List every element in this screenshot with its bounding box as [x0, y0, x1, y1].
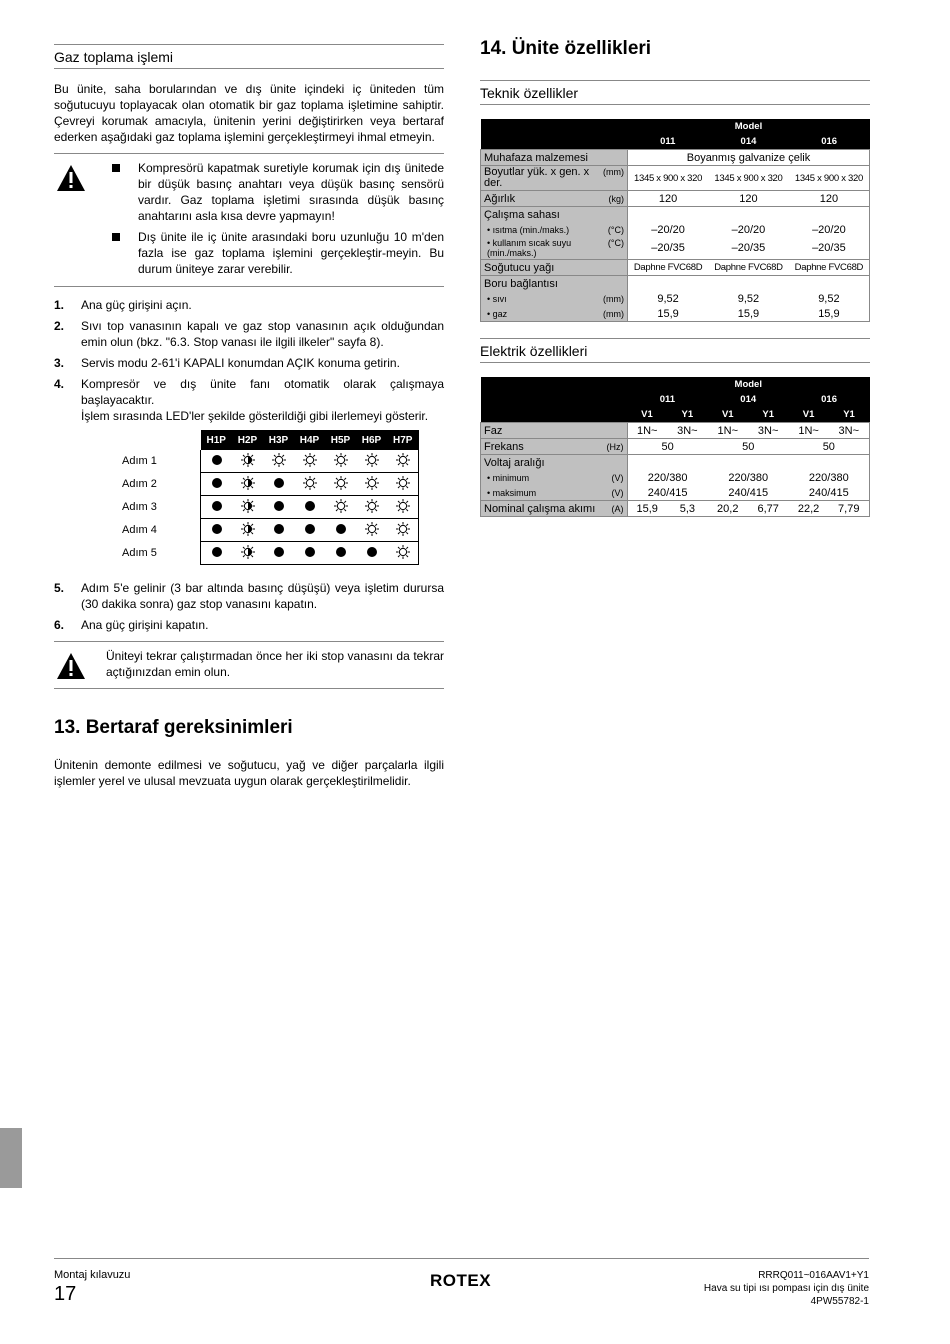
led-on-icon — [201, 496, 233, 519]
model-col: 016 — [789, 392, 870, 407]
led-row — [201, 473, 419, 496]
led-off-icon — [325, 496, 356, 519]
led-off-icon — [294, 473, 325, 496]
table-row: Nominal çalışma akımı (A) 15,9 5,3 20,2 6,77 22,2 7,79 — [481, 501, 870, 517]
led-off-icon — [387, 542, 419, 565]
table-row: • gaz (mm) 15,9 15,9 15,9 — [481, 306, 870, 322]
step-item: 5. Adım 5'e gelinir (3 bar altında basınç düşüşü) veya işletim durursa (30 dakika sonra) gaz stop vanasını kapatın. — [54, 581, 444, 611]
led-off-icon — [387, 450, 419, 473]
led-header: H6P — [356, 430, 387, 450]
led-off-icon — [325, 450, 356, 473]
led-on-icon — [294, 496, 325, 519]
table-row: • ısıtma (min./maks.) (°C) –20/20 –20/20 –20/20 — [481, 222, 870, 237]
tech-specs-table — [480, 119, 870, 322]
led-off-icon — [387, 519, 419, 542]
step-item: 4. Kompresör ve dış ünite fanı otomatik olarak çalışmaya başlayacaktır. İşlem sırasında LED'ler şekilde gösterildiği gibi ilerlemeyi gösterir. — [54, 377, 444, 423]
led-on-icon — [263, 496, 294, 519]
table-row: Frekans (Hz) 50 50 50 — [481, 439, 870, 455]
model-col: 016 — [789, 134, 870, 150]
page-footer — [54, 1258, 869, 1307]
warning-box — [54, 153, 444, 287]
led-off-icon — [356, 450, 387, 473]
led-on-icon — [201, 473, 233, 496]
page-number: 17 — [54, 1283, 77, 1305]
table-row: Voltaj aralığı — [481, 455, 870, 471]
model-col: 014 — [708, 392, 789, 407]
led-on-icon — [325, 519, 356, 542]
led-header: H1P — [201, 430, 233, 450]
led-header: H7P — [387, 430, 419, 450]
chapter-side-tab — [0, 1128, 22, 1188]
footer-manual-label: Montaj kılavuzu — [54, 1269, 131, 1281]
chapter-13-text: Ünitenin demonte edilmesi ve soğutucu, yağ ve diğer parçalarla ilgili işlemler yerel ve ulusal mevzuata uygun olarak gerçekleştirilmelidir. — [54, 758, 444, 788]
led-row — [201, 450, 419, 473]
led-step-label: Adım 4 — [122, 524, 157, 536]
led-off-icon — [356, 519, 387, 542]
led-header: H3P — [263, 430, 294, 450]
electrical-specs-table: Model 011 014 016 V1 Y1 V1 Y1 V1 Y1 Faz 1N~ 3N~ 1N~ 3N~ 1N~ 3N~ Frekans (Hz) 50 50 50 Voltaj aralığı • minimum (V) 220/380 220/380 220/380 • maksimum (V) 240/415 240/415 240/415 Nominal çalışma akımı (A) 15,9 5,3 20,2 6,77 22,2 7,79 — [480, 377, 870, 517]
led-on-icon — [294, 519, 325, 542]
warning-item: Kompresörü kapatmak suretiyle korumak için dış ünitede bir düşük basınç anahtarı veya düşük basınç sensörü vardır. Gaz toplama işletimi sırasında düşük basınç anahtarını asla kısa devre yapmayın! — [106, 160, 444, 224]
table-row: Ağırlık (kg) 120 120 120 — [481, 191, 870, 207]
warning-box-2 — [54, 641, 444, 689]
led-off-icon — [356, 473, 387, 496]
led-table — [200, 430, 419, 565]
chapter-14-title: 14. Ünite özellikleri — [480, 38, 652, 59]
warning-item: Dış ünite ile iç ünite arasındaki boru uzunluğu 10 m'den fazla ise gaz toplama işlemini gerçekleştir-meyin. Bu durum üniteye zarar verebilir. — [106, 229, 444, 277]
intro-paragraph: Bu ünite, saha borularından ve dış ünite içindeki iç üniteden tüm soğutucuyu toplayacak olan otomatik bir gaz toplama işletimine sahiptir. Çevreyi korumak amacıyla, ünitenin yerini değiştirirken veya bertaraf ederken aşağıdaki gaz toplama işlemini gerçekleştirmeyi ihmal etmeyin. — [54, 82, 444, 144]
section-title-gas-collection: Gaz toplama işlemi — [54, 44, 444, 69]
steps-list-b — [54, 580, 444, 633]
led-progress-figure — [54, 430, 444, 570]
led-blink-icon — [232, 496, 263, 519]
footer-document-info: RRRQ011~016AAV1+Y1 Hava su tipi ısı pompası için dış ünite 4PW55782-1 — [703, 1270, 869, 1307]
led-off-icon — [325, 473, 356, 496]
led-blink-icon — [232, 542, 263, 565]
model-col: 011 — [627, 134, 708, 150]
table-row: • kullanım sıcak suyu (min./maks.) (°C) –20/35 –20/35 –20/35 — [481, 237, 870, 260]
led-row — [201, 496, 419, 519]
led-off-icon — [387, 496, 419, 519]
led-step-label: Adım 1 — [122, 455, 157, 467]
led-step-label: Adım 5 — [122, 547, 157, 559]
table-row: • maksimum (V) 240/415 240/415 240/415 — [481, 485, 870, 501]
model-header: Model — [627, 119, 869, 134]
warning-icon — [54, 160, 106, 282]
led-on-icon — [263, 542, 294, 565]
led-row — [201, 542, 419, 565]
model-col: 014 — [708, 134, 789, 150]
table-row: • minimum (V) 220/380 220/380 220/380 — [481, 470, 870, 485]
chapter-13-title: 13. Bertaraf gereksinimleri — [54, 717, 293, 738]
table-row: Soğutucu yağı Daphne FVC68D Daphne FVC68D Daphne FVC68D — [481, 260, 870, 276]
warning-text: Üniteyi tekrar çalıştırmadan önce her iki stop vanasını da tekrar açtığınızdan emin olun. — [106, 649, 444, 679]
led-on-icon — [263, 519, 294, 542]
table-row: • sıvı (mm) 9,52 9,52 9,52 — [481, 291, 870, 306]
table-row: Çalışma sahası — [481, 207, 870, 223]
led-blink-icon — [232, 519, 263, 542]
led-off-icon — [356, 496, 387, 519]
table-row: Muhafaza malzemesi Boyanmış galvanize çelik — [481, 150, 870, 166]
step-item: 2. Sıvı top vanasının kapalı ve gaz stop vanasının açık olduğundan emin olun (bkz. "6.3. Stop vanası ile ilgili ilkeler" sayfa 8). — [54, 319, 444, 349]
left-column — [54, 44, 444, 789]
table-row: Boru bağlantısı — [481, 276, 870, 292]
led-off-icon — [263, 450, 294, 473]
table-row: Faz 1N~ 3N~ 1N~ 3N~ 1N~ 3N~ — [481, 423, 870, 439]
led-header: H2P — [232, 430, 263, 450]
step-item: 1. Ana güç girişini açın. — [54, 298, 192, 312]
led-on-icon — [201, 519, 233, 542]
warning-list — [106, 160, 444, 282]
led-off-icon — [294, 450, 325, 473]
led-off-icon — [387, 473, 419, 496]
brand-logo: ROTEX — [430, 1271, 492, 1290]
led-step-label: Adım 2 — [122, 478, 157, 490]
led-on-icon — [263, 473, 294, 496]
model-header: Model — [627, 377, 869, 392]
led-header: H4P — [294, 430, 325, 450]
led-header: H5P — [325, 430, 356, 450]
electrical-specs-title: Elektrik özellikleri — [480, 338, 870, 363]
led-blink-icon — [232, 473, 263, 496]
led-step-labels — [122, 450, 157, 565]
warning-icon — [54, 648, 106, 684]
step-item: 6. Ana güç girişini kapatın. — [54, 618, 209, 632]
led-blink-icon — [232, 450, 263, 473]
step-item: 3. Servis modu 2-61'i KAPALI konumdan AÇIK konuma getirin. — [54, 356, 400, 370]
led-on-icon — [201, 542, 233, 565]
led-on-icon — [201, 450, 233, 473]
right-column — [480, 38, 870, 517]
led-on-icon — [325, 542, 356, 565]
table-row: Boyutlar yük. x gen. x der. (mm) 1345 x 900 x 320 1345 x 900 x 320 1345 x 900 x 320 — [481, 166, 870, 191]
led-step-label: Adım 3 — [122, 501, 157, 513]
steps-list-a — [54, 297, 444, 424]
tech-specs-title: Teknik özellikler — [480, 80, 870, 105]
led-on-icon — [294, 542, 325, 565]
led-row — [201, 519, 419, 542]
model-col: 011 — [627, 392, 708, 407]
led-on-icon — [356, 542, 387, 565]
